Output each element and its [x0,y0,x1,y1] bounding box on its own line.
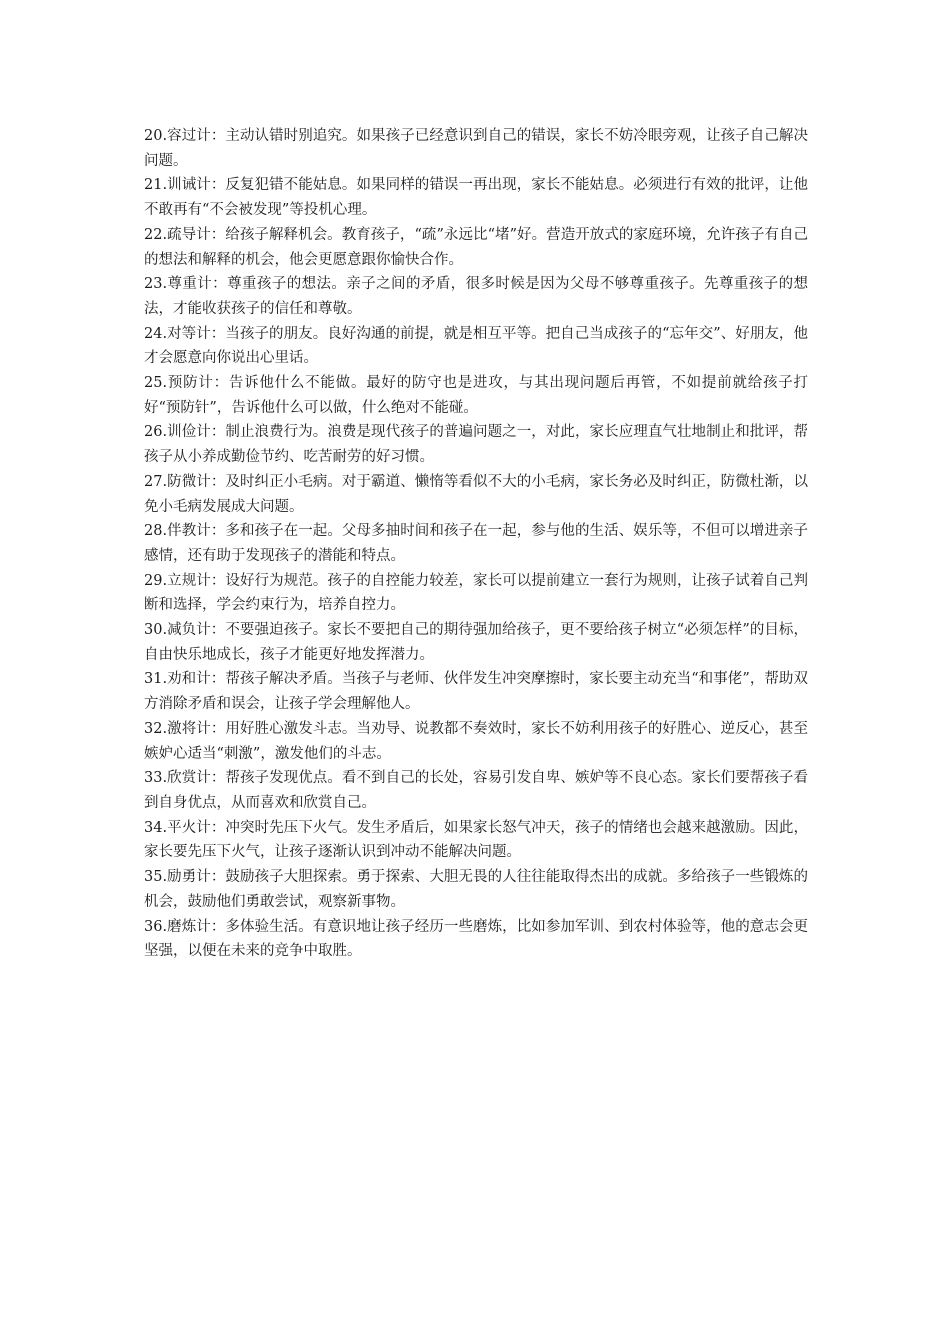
list-item: 20.容过计：主动认错时别追究。如果孩子已经意识到自己的错误，家长不妨冷眼旁观，让孩子自己解决问题。 [144,128,808,169]
list-item: 32.激将计：用好胜心激发斗志。当劝导、说教都不奏效时，家长不妨利用孩子的好胜心、逆反心，甚至嫉妒心适当“刺激”，激发他们的斗志。 [144,720,808,762]
list-item: 35.励勇计：鼓励孩子大胆探索。勇于探索、大胆无畏的人往往能取得杰出的成就。多给孩子一些锻炼的机会，鼓励他们勇敢尝试，观察新事物。 [144,869,808,910]
list-item: 22.疏导计：给孩子解释机会。教育孩子，“疏”永远比“堵”好。营造开放式的家庭环境，允许孩子有自己的想法和解释的机会，他会更愿意跟你愉快合作。 [144,226,808,268]
list-item: 21.训诫计：反复犯错不能姑息。如果同样的错误一再出现，家长不能姑息。必须进行有效的批评，让他不敢再有“不会被发现”等投机心理。 [144,177,808,219]
list-item: 31.劝和计：帮孩子解决矛盾。当孩子与老师、伙伴发生冲突摩擦时，家长要主动充当“和事佬”，帮助双方消除矛盾和误会，让孩子学会理解他人。 [144,671,808,713]
list-item: 27.防微计：及时纠正小毛病。对于霸道、懒惰等看似不大的小毛病，家长务必及时纠正，防微杜渐，以免小毛病发展成大问题。 [144,473,808,515]
list-item: 28.伴教计：多和孩子在一起。父母多抽时间和孩子在一起，参与他的生活、娱乐等，不但可以增进亲子感情，还有助于发现孩子的潜能和特点。 [144,523,808,564]
list-item: 33.欣赏计：帮孩子发现优点。看不到自己的长处，容易引发自卑、嫉妒等不良心态。家长们要帮孩子看到自身优点，从而喜欢和欣赏自己。 [144,770,808,811]
list-item: 34.平火计：冲突时先压下火气。发生矛盾后，如果家长怒气冲天，孩子的情绪也会越来越激励。因此，家长要先压下火气，让孩子逐渐认识到冲动不能解决问题。 [144,819,808,861]
list-item: 25.预防计：告诉他什么不能做。最好的防守也是进攻，与其出现问题后再管，不如提前就给孩子打好“预防针”，告诉他什么可以做，什么绝对不能碰。 [144,375,808,416]
list-item: 23.尊重计：尊重孩子的想法。亲子之间的矛盾，很多时候是因为父母不够尊重孩子。先尊重孩子的想法，才能收获孩子的信任和尊敬。 [144,276,808,317]
list-item: 29.立规计：设好行为规范。孩子的自控能力较差，家长可以提前建立一套行为规则，让孩子试着自己判断和选择，学会约束行为，培养自控力。 [144,572,808,614]
list-item: 30.减负计：不要强迫孩子。家长不要把自己的期待强加给孩子，更不要给孩子树立“必须怎样”的目标，自由快乐地成长，孩子才能更好地发挥潜力。 [144,622,808,663]
list-item: 26.训俭计：制止浪费行为。浪费是现代孩子的普遍问题之一，对此，家长应理直气壮地制止和批评，帮孩子从小养成勤俭节约、吃苦耐劳的好习惯。 [144,424,808,466]
list-item: 24.对等计：当孩子的朋友。良好沟通的前提，就是相互平等。把自己当成孩子的“忘年交”、好朋友，他才会愿意向你说出心里话。 [144,325,808,367]
document-body [144,124,808,964]
list-item: 36.磨炼计：多体验生活。有意识地让孩子经历一些磨炼，比如参加军训、到农村体验等，他的意志会更坚强，以便在未来的竞争中取胜。 [144,918,808,960]
